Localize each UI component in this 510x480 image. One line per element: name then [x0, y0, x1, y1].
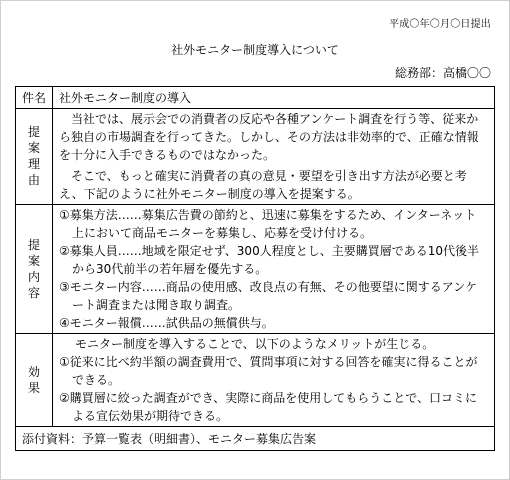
- effect-item: ①従来に比べ約半額の調査費用で、質問事項に対する回答を確実に得ることができる。: [59, 355, 478, 387]
- content-row: [16, 205, 495, 334]
- content-label: 提案内容: [27, 237, 40, 300]
- reason-label-cell: [16, 109, 53, 205]
- effect-label: 効果: [27, 364, 40, 395]
- submission-date: 平成〇年〇月〇日提出: [389, 19, 491, 30]
- reason-label: 提案理由: [27, 125, 40, 187]
- subject-label: 件名: [16, 87, 53, 109]
- effect-label-cell: [16, 334, 53, 427]
- effect-item: ②購買層に絞った調査ができ、実際に商品を使用してもらうことで、口コミによる宣伝効果が期待できる。: [59, 391, 478, 423]
- content-item: ①募集方法……募集広告費の節約と、迅速に募集をするため、インターネット上において商品モニターを募集し、応募を受け付ける。: [59, 208, 477, 240]
- document-title: 社外モニター制度導入について: [171, 43, 339, 57]
- author-line: 総務部：高橋〇〇: [394, 66, 491, 80]
- effect-body: [53, 334, 495, 427]
- attachment-row: [16, 427, 495, 451]
- content-body: [53, 205, 495, 334]
- proposal-table: [15, 86, 495, 451]
- reason-paragraph: 当社では、展示会での消費者の反応や各種アンケート調査を行う等、従来から独自の市場調査を行ってきた。しかし、その方法は非効率的で、正確な情報を十分に入手できるものではなかった。: [59, 112, 479, 162]
- content-item: ③モニター内容……商品の使用感、改良点の有無、その他要望に関するアンケート調査または聞き取り調査。: [59, 280, 478, 312]
- content-label-cell: [16, 205, 53, 334]
- effect-row: [16, 334, 495, 427]
- attachment-text: 添付資料：予算一覧表（明細書）、モニター募集広告案: [16, 427, 495, 451]
- subject-row: [16, 87, 495, 109]
- reason-body: [53, 109, 495, 205]
- reason-row: [16, 109, 495, 205]
- content-item: ②募集人員……地域を限定せず、300人程度とし、主要購買層である10代後半から30代前半の若年層を優先する。: [59, 244, 479, 276]
- effect-intro: モニター制度を導入することで、以下のようなメリットが生じる。: [75, 337, 435, 351]
- subject-value: 社外モニター制度の導入: [53, 87, 495, 109]
- content-item: ④モニター報償……試供品の無償供与。: [59, 316, 274, 330]
- reason-paragraph: そこで、もっと確実に消費者の真の意見・要望を引き出す方法が必要と考え、下記のように社外モニター制度の導入を提案する。: [59, 169, 467, 201]
